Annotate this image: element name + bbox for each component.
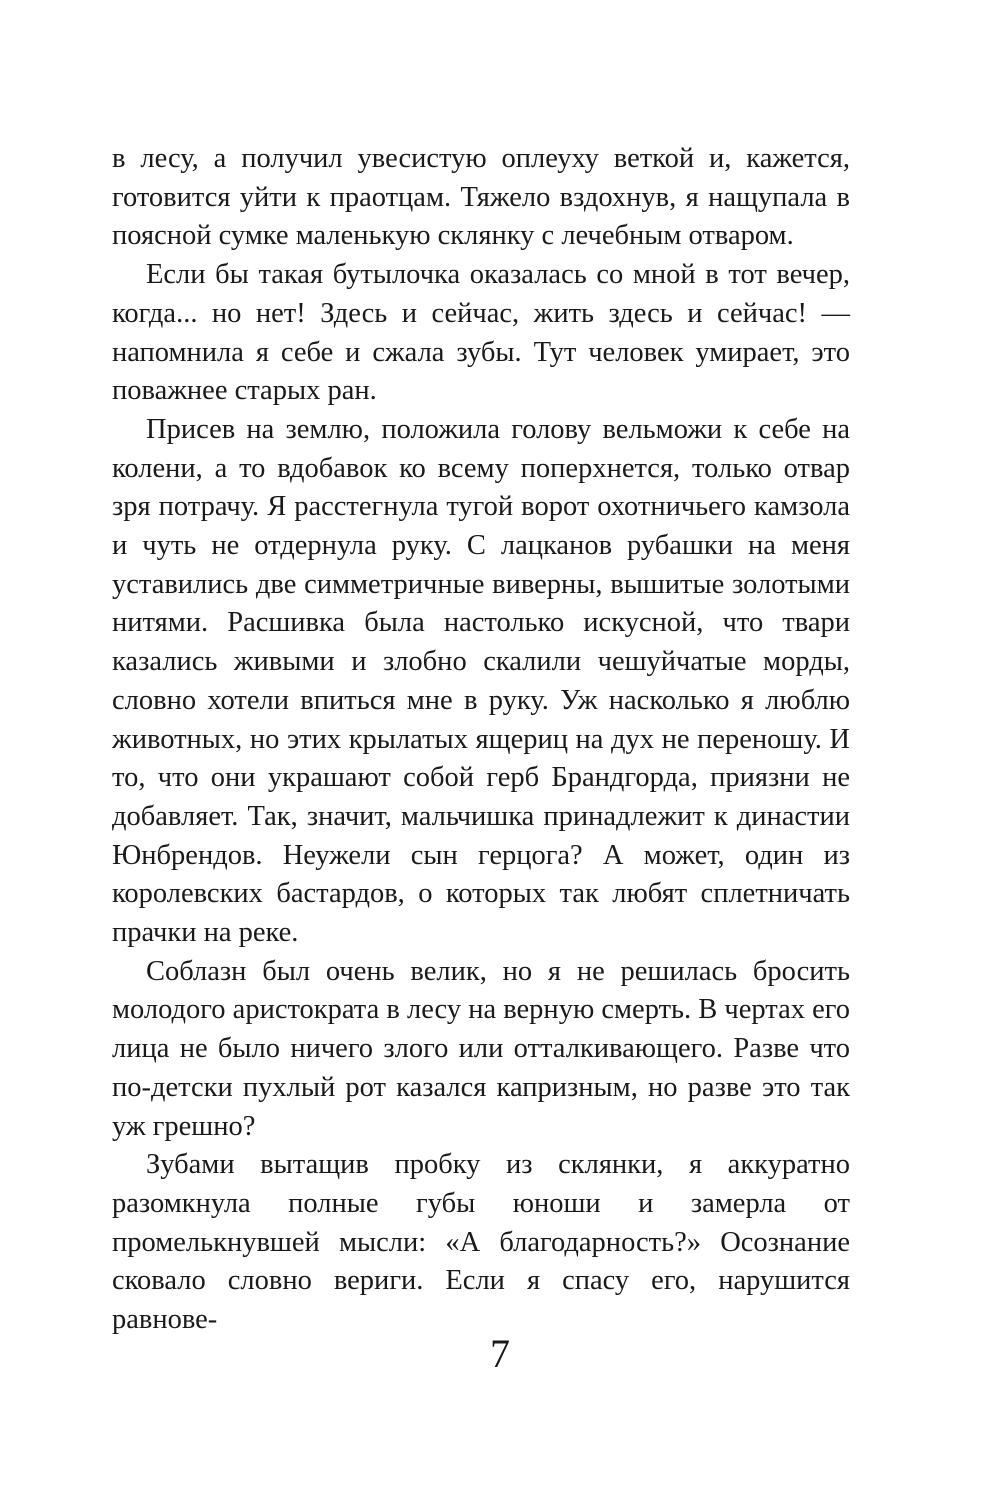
paragraph-2: Если бы такая бутылочка оказалась со мной в тот вечер, когда... но нет! Здесь и сейчас, жить здесь и сейчас! — напомнила я себе и сжала зубы. Тут человек умирает, это поважнее старых ран. <box>112 259 850 407</box>
paragraph-4: Соблазн был очень велик, но я не решилась бросить молодого аристократа в лесу на верную смерть. В чертах его лица не было ничего злого или отталкивающего. Разве что по-детски пухлый рот казался капризным, но разве это так уж грешно? <box>112 955 850 1142</box>
paragraph-1: в лесу, а получил увесистую оплеуху веткой и, кажется, готовится уйти к праотцам. Тяжело вздохнув, я нащупала в поясной сумке маленькую склянку с лечебным отваром. <box>112 143 850 252</box>
page-number: 7 <box>490 1331 510 1376</box>
paragraph-5: Зубами вытащив пробку из склянки, я аккуратно разомкнула полные губы юноши и замерла от промелькнувшей мысли: «А благодарность?» Осознание сковало словно вериги. Если я спасу его, нарушится равнове- <box>112 1149 850 1336</box>
body-text <box>112 140 850 1340</box>
paragraph-3: Присев на землю, положила голову вельможи к себе на колени, а то вдобавок ко всему поперхнется, только отвар зря потрачу. Я расстегнула тугой ворот охотничьего камзола и чуть не отдернула руку. С лацканов рубашки на меня уставились две симметричные виверны, вышитые золотыми нитями. Расшивка была настолько искусной, что твари казались живыми и злобно скалили чешуйчатые морды, словно хотели впиться мне в руку. Уж насколько я люблю животных, но этих крылатых ящериц на дух не переношу. И то, что они украшают собой герб Брандгорда, приязни не добавляет. Так, значит, мальчишка принадлежит к династии Юнбрендов. Неужели сын герцога? А может, один из королевских бастардов, о которых так любят сплетничать прачки на реке. <box>112 413 850 949</box>
